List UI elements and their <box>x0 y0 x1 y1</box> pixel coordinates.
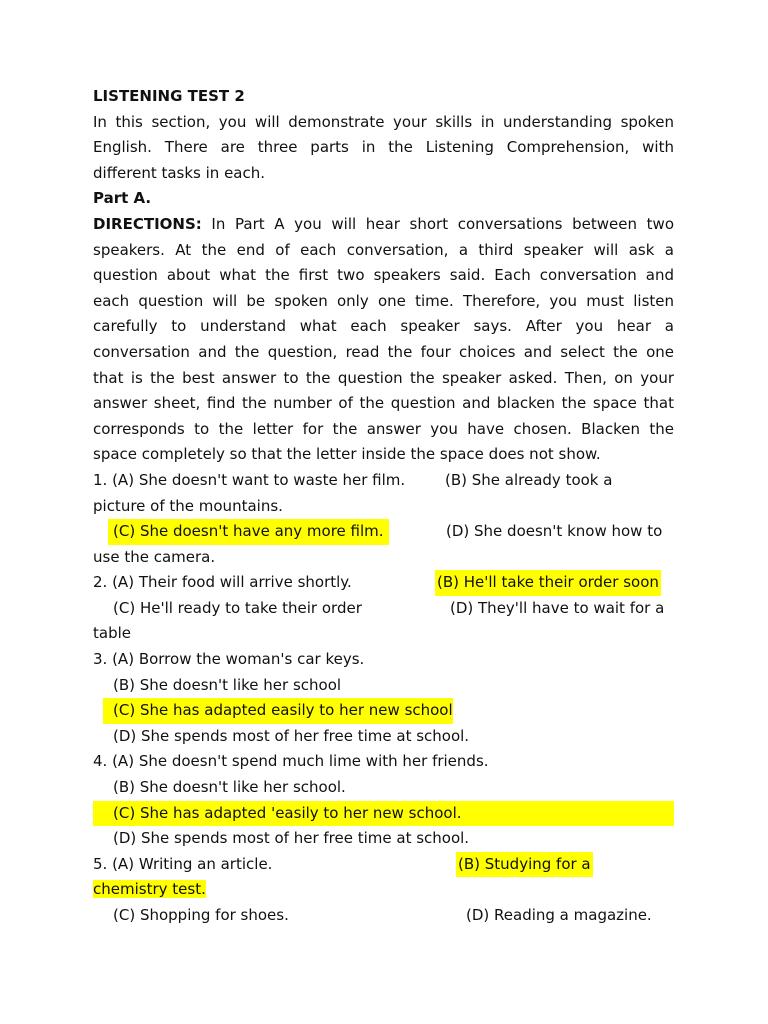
part-heading: Part A. <box>93 189 152 208</box>
q4-option-c-answer: (C) She has adapted 'easily to her new school. <box>93 801 674 827</box>
q4-option-b: (B) She doesn't like her school. <box>113 778 346 797</box>
q5-option-a: 5. (A) Writing an article. <box>93 854 273 873</box>
directions-line: space completely so that the letter inside the space does not show. <box>93 445 601 464</box>
q1-option-a: 1. (A) She doesn't want to waste her film. <box>93 470 406 489</box>
q2-option-c: (C) He'll ready to take their order <box>113 598 362 617</box>
directions-line: that is the best answer to the question the speaker asked. Then, on your <box>93 368 674 387</box>
q4-option-d: (D) She spends most of her free time at school. <box>113 829 470 848</box>
question-5-row <box>93 852 674 878</box>
intro-line: different tasks in each. <box>93 163 266 182</box>
page-title: LISTENING TEST 2 <box>93 87 245 105</box>
question-2-row <box>93 596 674 622</box>
q2-option-d: (D) They'll have to wait for a <box>450 598 665 617</box>
q5-option-c: (C) Shopping for shoes. <box>113 906 289 924</box>
question-1-row <box>93 468 674 494</box>
directions-line: conversation and the question, read the four choices and select the one <box>93 342 674 361</box>
q5-option-d: (D) Reading a magazine. <box>466 906 652 924</box>
q2-option-b-answer: (B) He'll take their order soon <box>435 570 661 596</box>
q2-option-a: 2. (A) Their food will arrive shortly. <box>93 573 352 592</box>
q3-option-d: (D) She spends most of her free time at school. <box>113 726 470 745</box>
q4-option-a: 4. (A) She doesn't spend much lime with her friends. <box>93 752 489 771</box>
directions-line: answer sheet, find the number of the question and blacken the space that <box>93 394 674 413</box>
question-2-row <box>93 570 674 596</box>
intro-line: English. There are three parts in the Listening Comprehension, with <box>93 138 674 157</box>
q3-option-a: 3. (A) Borrow the woman's car keys. <box>93 650 365 669</box>
question-5-row <box>93 903 674 929</box>
q5-row-continued <box>93 877 674 903</box>
directions-line: corresponds to the letter for the answer you have chosen. Blacken the <box>93 419 674 438</box>
q1-option-b: (B) She already took a <box>445 470 613 489</box>
intro-line: In this section, you will demonstrate your skills in understanding spoken <box>93 112 674 131</box>
directions-line: carefully to understand what each speaker says. After you hear a <box>93 317 674 336</box>
q1-option-b-continued: picture of the mountains. <box>93 496 283 515</box>
q1-option-d-continued: use the camera. <box>93 547 216 566</box>
q5-option-b-answer: (B) Studying for a <box>456 852 593 878</box>
q1-option-d: (D) She doesn't know how to <box>446 522 663 541</box>
question-1-row <box>93 519 674 545</box>
question-3-row <box>93 698 674 724</box>
directions-label: DIRECTIONS: <box>93 214 202 233</box>
directions-line <box>93 212 674 238</box>
q3-option-b: (B) She doesn't like her school <box>113 675 342 694</box>
document-body <box>93 84 674 929</box>
q5-option-b-continued-answer: chemistry test. <box>93 880 206 899</box>
q1-option-c-answer: (C) She doesn't have any more film. <box>108 519 389 545</box>
directions-line: question about what the first two speakers said. Each conversation and <box>93 266 674 285</box>
directions-line: each question will be spoken only one time. Therefore, you must listen <box>93 291 674 310</box>
directions-text: In Part A you will hear short conversations between two <box>211 214 674 233</box>
q3-option-c-answer: (C) She has adapted easily to her new school <box>103 698 453 724</box>
directions-line: speakers. At the end of each conversation, a third speaker will ask a <box>93 240 674 259</box>
q2-option-d-continued: table <box>93 624 131 643</box>
